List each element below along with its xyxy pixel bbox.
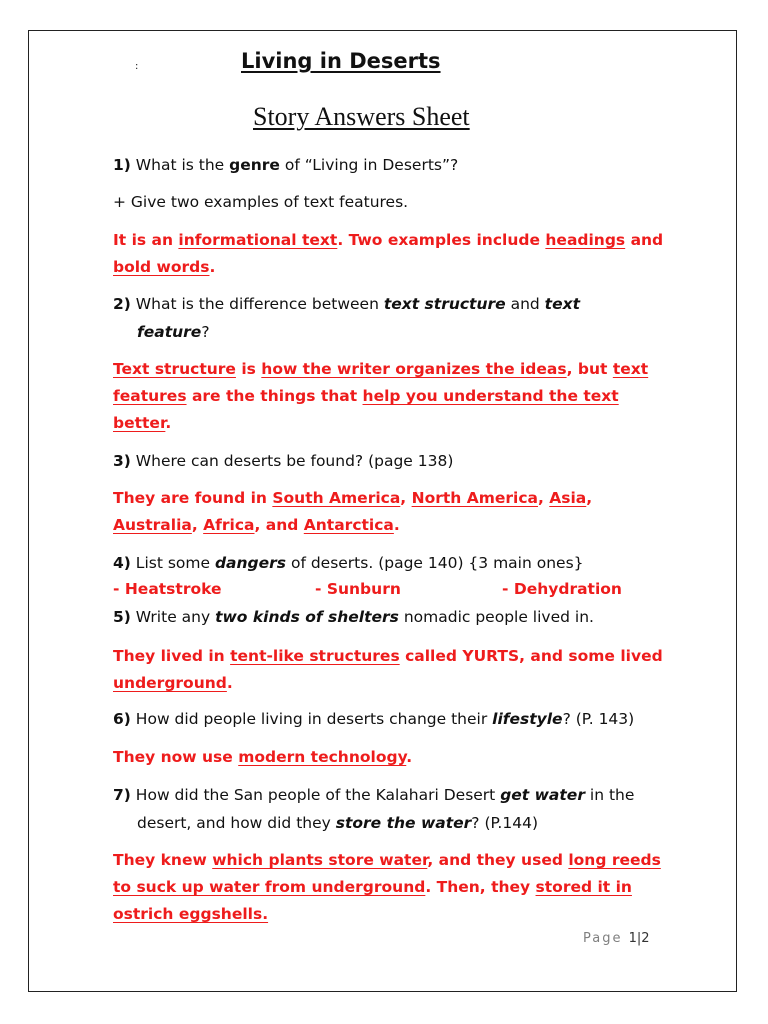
answer-text: . <box>393 516 400 534</box>
answer-underlined: which plants store water <box>212 851 428 869</box>
question-1 <box>113 151 458 179</box>
answer-underlined: modern technology <box>238 748 407 766</box>
question-text: and <box>505 295 545 313</box>
answer-underlined: tent-like structures <box>230 647 400 665</box>
answer-underlined: stored it in <box>535 878 632 896</box>
answer-text: They are found in <box>113 489 273 507</box>
answer-text: . <box>406 748 413 766</box>
answer-underlined: Africa <box>203 516 255 534</box>
question-keyword: lifestyle <box>492 710 563 728</box>
question-text: What is the difference between <box>130 295 384 313</box>
question-number: 4) <box>113 554 131 572</box>
answer-underlined: text <box>612 360 649 378</box>
question-text: in the <box>584 786 635 804</box>
answer-7 <box>113 847 661 928</box>
answer-text: called YURTS, and some lived <box>399 647 663 665</box>
question-number: 2) <box>113 295 131 313</box>
question-keyword: dangers <box>214 554 287 572</box>
question-text: ? (P.144) <box>471 814 538 832</box>
question-keyword: text <box>544 295 581 313</box>
answer-underlined: Asia <box>549 489 587 507</box>
answer-text: , and they used <box>427 851 569 869</box>
answer-underlined: bold words <box>113 258 210 276</box>
answer-text: . <box>209 258 216 276</box>
question-text: How did people living in deserts change their <box>130 710 493 728</box>
answer-text: It is an <box>113 231 179 249</box>
answer-underlined: to suck up water from underground <box>113 878 426 896</box>
question-text: of deserts. (page 140) {3 main ones} <box>286 554 584 572</box>
answer-text: , <box>586 489 593 507</box>
answer-underlined: Australia <box>113 516 192 534</box>
question-keyword: feature <box>137 323 202 341</box>
answer-underlined: headings <box>545 231 626 249</box>
document-subtitle: Story Answers Sheet <box>253 102 470 131</box>
question-text: What is the <box>130 156 230 174</box>
answer-text: , <box>191 516 204 534</box>
question-text: nomadic people lived in. <box>398 608 594 626</box>
answer-underlined: help you understand the text <box>362 387 619 405</box>
answer-underlined: informational text <box>178 231 338 249</box>
answer-underlined: underground <box>113 674 227 692</box>
answer-text: , and <box>254 516 304 534</box>
answer-text: They knew <box>113 851 213 869</box>
answer-underlined: Text structure <box>113 360 236 378</box>
answer-text: . <box>165 414 172 432</box>
question-text: desert, and how did they <box>137 814 336 832</box>
answer-text: . Then, they <box>425 878 536 896</box>
answer-underlined: South America <box>272 489 401 507</box>
danger-dehydration: - Dehydration <box>502 580 622 598</box>
answer-text: and <box>625 231 664 249</box>
answer-text: , <box>537 489 550 507</box>
question-4 <box>113 549 584 577</box>
question-text: ? <box>201 323 210 341</box>
answer-text: , <box>400 489 412 507</box>
question-number: 6) <box>113 710 131 728</box>
page-separator: | <box>636 931 642 946</box>
answer-5 <box>113 643 663 697</box>
question-keyword: two kinds of shelters <box>215 608 399 626</box>
question-text: of “Living in Deserts”? <box>279 156 459 174</box>
question-7 <box>113 781 634 837</box>
question-text: Where can deserts be found? (page 138) <box>130 452 454 470</box>
question-3 <box>113 447 453 475</box>
question-text: Write any <box>130 608 216 626</box>
answer-underlined: features <box>113 387 187 405</box>
danger-sunburn: - Sunburn <box>315 580 401 598</box>
page-number-footer <box>583 931 650 946</box>
answer-underlined: ostrich eggshells. <box>113 905 269 923</box>
question-keyword: text structure <box>383 295 506 313</box>
question-number: 3) <box>113 452 131 470</box>
question-number: 5) <box>113 608 131 626</box>
answer-text: , but <box>566 360 613 378</box>
answer-text: They now use <box>113 748 239 766</box>
answer-2 <box>113 356 648 437</box>
answer-6 <box>113 744 412 771</box>
question-text: List some <box>130 554 215 572</box>
answer-text: They lived in <box>113 647 231 665</box>
answer-text: are the things that <box>186 387 363 405</box>
answer-underlined: North America <box>411 489 538 507</box>
answer-3 <box>113 485 592 539</box>
page-label: Page <box>583 931 623 946</box>
question-1-followup: + Give two examples of text features. <box>113 193 409 211</box>
question-number: 1) <box>113 156 131 174</box>
page-total: 2 <box>641 931 650 946</box>
question-number: 7) <box>113 786 131 804</box>
question-5 <box>113 603 594 631</box>
question-text: How did the San people of the Kalahari Desert <box>130 786 501 804</box>
answer-underlined: Antarctica <box>303 516 394 534</box>
question-keyword: genre <box>229 156 280 174</box>
answer-underlined: better <box>113 414 166 432</box>
answer-text: is <box>235 360 262 378</box>
page-current: 1 <box>628 931 637 946</box>
question-keyword: get water <box>500 786 585 804</box>
answer-text: . <box>226 674 233 692</box>
question-2 <box>113 290 580 346</box>
document-title: Living in Deserts <box>241 49 441 73</box>
danger-heatstroke: - Heatstroke <box>113 580 222 598</box>
answer-1 <box>113 227 663 281</box>
header-colon: : <box>135 61 139 72</box>
question-keyword: store the water <box>335 814 472 832</box>
answer-text: . Two examples include <box>337 231 546 249</box>
answer-underlined: how the writer organizes the ideas <box>261 360 567 378</box>
answer-underlined: long reeds <box>568 851 661 869</box>
question-text: ? (P. 143) <box>562 710 635 728</box>
question-6 <box>113 705 634 733</box>
